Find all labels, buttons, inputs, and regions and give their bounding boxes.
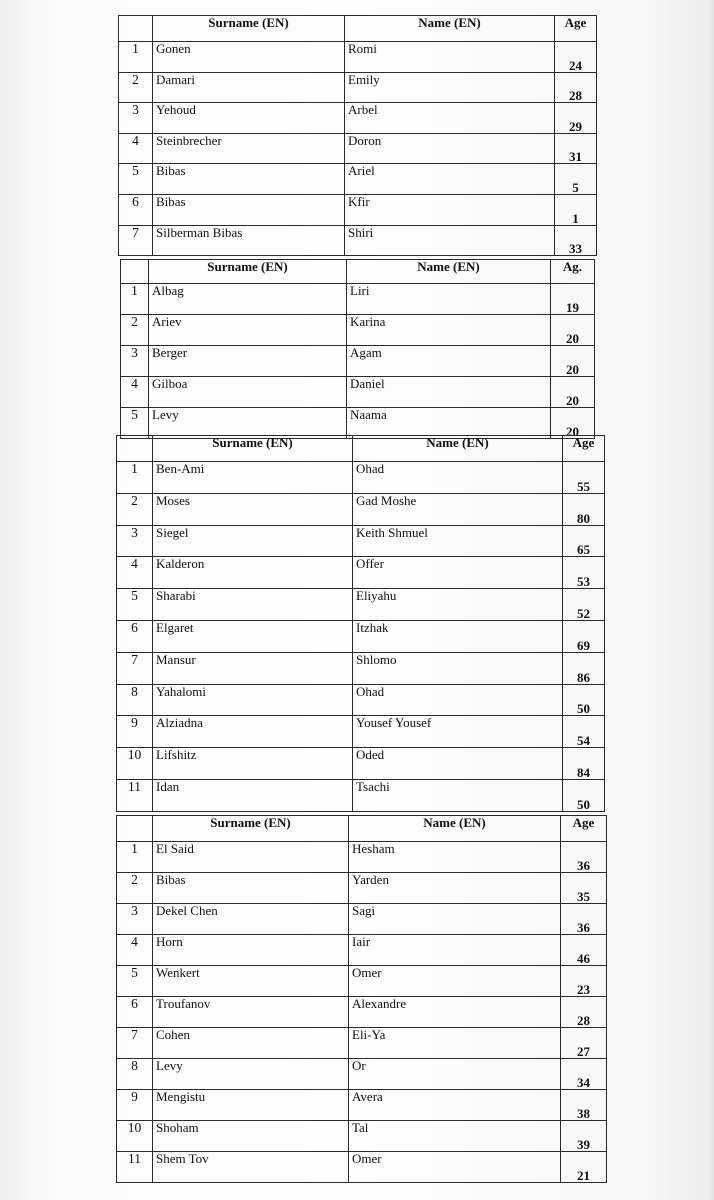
- row-number: 2: [117, 873, 153, 904]
- name-cell: Omer: [349, 1152, 561, 1183]
- table-row: [121, 315, 595, 346]
- name-header: Name (EN): [345, 16, 555, 42]
- surname-cell: Yahalomi: [153, 684, 353, 716]
- table-row: [117, 1090, 607, 1121]
- surname-cell: Horn: [153, 935, 349, 966]
- row-number: 9: [117, 716, 153, 748]
- age-header: Ag.: [551, 260, 595, 284]
- age-cell: 35: [561, 873, 607, 904]
- surname-header: Surname (EN): [153, 16, 345, 42]
- row-number: 3: [119, 103, 153, 134]
- table-row: [119, 72, 597, 103]
- name-cell: Iair: [349, 935, 561, 966]
- row-number: 5: [119, 164, 153, 195]
- surname-cell: El Said: [153, 842, 349, 873]
- row-number: 4: [117, 935, 153, 966]
- age-cell: 19: [551, 284, 595, 315]
- age-cell: 80: [563, 493, 605, 525]
- table-row: [117, 1121, 607, 1152]
- table-row: [121, 377, 595, 408]
- table-header-row: [117, 436, 605, 462]
- name-header: Name (EN): [353, 436, 563, 462]
- row-number: 8: [117, 1059, 153, 1090]
- name-cell: Omer: [349, 966, 561, 997]
- table-row: [117, 462, 605, 494]
- table-row: [117, 620, 605, 652]
- row-number: 2: [119, 72, 153, 103]
- age-cell: 46: [561, 935, 607, 966]
- surname-cell: Steinbrecher: [153, 133, 345, 164]
- surname-cell: Cohen: [153, 1028, 349, 1059]
- surname-cell: Bibas: [153, 164, 345, 195]
- age-cell: 50: [563, 684, 605, 716]
- name-cell: Yarden: [349, 873, 561, 904]
- surname-cell: Mansur: [153, 652, 353, 684]
- name-cell: Ohad: [353, 684, 563, 716]
- index-header: [121, 260, 149, 284]
- table-row: [117, 716, 605, 748]
- table-row: [117, 997, 607, 1028]
- row-number: 4: [121, 377, 149, 408]
- age-cell: 55: [563, 462, 605, 494]
- table-row: [121, 346, 595, 377]
- age-cell: 36: [561, 842, 607, 873]
- row-number: 10: [117, 748, 153, 780]
- row-number: 11: [117, 779, 153, 811]
- name-cell: Itzhak: [353, 620, 563, 652]
- table-row: [117, 589, 605, 621]
- table-row: [117, 1059, 607, 1090]
- table-row: [117, 966, 607, 997]
- name-cell: Oded: [353, 748, 563, 780]
- row-number: 7: [117, 652, 153, 684]
- age-cell: 52: [563, 589, 605, 621]
- table-row: [117, 873, 607, 904]
- hostage-table-3: [116, 435, 605, 812]
- table-row: [117, 493, 605, 525]
- age-cell: 29: [555, 103, 597, 134]
- name-cell: Doron: [345, 133, 555, 164]
- table-row: [117, 557, 605, 589]
- name-cell: Tsachi: [353, 779, 563, 811]
- name-cell: Avera: [349, 1090, 561, 1121]
- age-cell: 38: [561, 1090, 607, 1121]
- index-header: [119, 16, 153, 42]
- surname-cell: Bibas: [153, 873, 349, 904]
- age-cell: 21: [561, 1152, 607, 1183]
- surname-header: Surname (EN): [153, 436, 353, 462]
- name-cell: Gad Moshe: [353, 493, 563, 525]
- surname-cell: Yehoud: [153, 103, 345, 134]
- surname-cell: Troufanov: [153, 997, 349, 1028]
- table-header-row: [121, 260, 595, 284]
- name-cell: Eliyahu: [353, 589, 563, 621]
- surname-cell: Berger: [149, 346, 347, 377]
- name-cell: Sagi: [349, 904, 561, 935]
- surname-header: Surname (EN): [153, 816, 349, 842]
- age-cell: 27: [561, 1028, 607, 1059]
- name-cell: Naama: [347, 408, 551, 439]
- surname-cell: Kalderon: [153, 557, 353, 589]
- table-row: [119, 194, 597, 225]
- row-number: 9: [117, 1090, 153, 1121]
- page-edge-shadow: [706, 0, 714, 1200]
- row-number: 7: [119, 225, 153, 256]
- age-cell: 1: [555, 194, 597, 225]
- name-cell: Arbel: [345, 103, 555, 134]
- age-cell: 53: [563, 557, 605, 589]
- row-number: 4: [117, 557, 153, 589]
- surname-cell: Ariev: [149, 315, 347, 346]
- age-cell: 20: [551, 315, 595, 346]
- surname-cell: Elgaret: [153, 620, 353, 652]
- surname-cell: Damari: [153, 72, 345, 103]
- table-row: [117, 779, 605, 811]
- row-number: 8: [117, 684, 153, 716]
- name-cell: Karina: [347, 315, 551, 346]
- age-cell: 31: [555, 133, 597, 164]
- age-cell: 69: [563, 620, 605, 652]
- surname-cell: Silberman Bibas: [153, 225, 345, 256]
- name-header: Name (EN): [349, 816, 561, 842]
- surname-cell: Gilboa: [149, 377, 347, 408]
- table-row: [121, 284, 595, 315]
- age-header: Age: [561, 816, 607, 842]
- row-number: 2: [121, 315, 149, 346]
- name-cell: Liri: [347, 284, 551, 315]
- table-row: [117, 1152, 607, 1183]
- row-number: 1: [119, 42, 153, 73]
- table-row: [119, 133, 597, 164]
- surname-header: Surname (EN): [149, 260, 347, 284]
- row-number: 5: [121, 408, 149, 439]
- surname-cell: Moses: [153, 493, 353, 525]
- name-cell: Eli-Ya: [349, 1028, 561, 1059]
- row-number: 7: [117, 1028, 153, 1059]
- name-cell: Daniel: [347, 377, 551, 408]
- index-header: [117, 816, 153, 842]
- table-row: [117, 904, 607, 935]
- age-cell: 28: [561, 997, 607, 1028]
- table-row: [121, 408, 595, 439]
- age-cell: 23: [561, 966, 607, 997]
- age-cell: 84: [563, 748, 605, 780]
- age-cell: 54: [563, 716, 605, 748]
- row-number: 1: [117, 842, 153, 873]
- table-row: [119, 42, 597, 73]
- table-row: [119, 103, 597, 134]
- surname-cell: Albag: [149, 284, 347, 315]
- table-row: [117, 1028, 607, 1059]
- table-header-row: [119, 16, 597, 42]
- age-header: Age: [563, 436, 605, 462]
- surname-cell: Bibas: [153, 194, 345, 225]
- age-cell: 36: [561, 904, 607, 935]
- surname-cell: Mengistu: [153, 1090, 349, 1121]
- row-number: 6: [117, 997, 153, 1028]
- name-cell: Alexandre: [349, 997, 561, 1028]
- hostage-table-4: [116, 815, 607, 1183]
- row-number: 3: [121, 346, 149, 377]
- row-number: 5: [117, 589, 153, 621]
- row-number: 6: [119, 194, 153, 225]
- name-cell: Shiri: [345, 225, 555, 256]
- name-cell: Emily: [345, 72, 555, 103]
- row-number: 10: [117, 1121, 153, 1152]
- row-number: 5: [117, 966, 153, 997]
- table-row: [117, 935, 607, 966]
- age-cell: 20: [551, 408, 595, 439]
- name-cell: Tal: [349, 1121, 561, 1152]
- table-row: [117, 842, 607, 873]
- table-row: [117, 652, 605, 684]
- age-cell: 33: [555, 225, 597, 256]
- hostage-table-2: [120, 259, 595, 439]
- age-cell: 86: [563, 652, 605, 684]
- age-cell: 65: [563, 525, 605, 557]
- name-cell: Kfir: [345, 194, 555, 225]
- row-number: 11: [117, 1152, 153, 1183]
- surname-cell: Wenkert: [153, 966, 349, 997]
- name-cell: Shlomo: [353, 652, 563, 684]
- row-number: 2: [117, 493, 153, 525]
- name-cell: Or: [349, 1059, 561, 1090]
- age-cell: 20: [551, 346, 595, 377]
- surname-cell: Ben-Ami: [153, 462, 353, 494]
- row-number: 1: [121, 284, 149, 315]
- age-cell: 39: [561, 1121, 607, 1152]
- surname-cell: Shem Tov: [153, 1152, 349, 1183]
- row-number: 6: [117, 620, 153, 652]
- table-row: [119, 164, 597, 195]
- surname-cell: Sharabi: [153, 589, 353, 621]
- table-row: [117, 525, 605, 557]
- row-number: 1: [117, 462, 153, 494]
- table-row: [119, 225, 597, 256]
- name-header: Name (EN): [347, 260, 551, 284]
- name-cell: Yousef Yousef: [353, 716, 563, 748]
- surname-cell: Levy: [153, 1059, 349, 1090]
- row-number: 4: [119, 133, 153, 164]
- surname-cell: Gonen: [153, 42, 345, 73]
- hostage-table-1: [118, 15, 597, 256]
- index-header: [117, 436, 153, 462]
- surname-cell: Siegel: [153, 525, 353, 557]
- age-cell: 24: [555, 42, 597, 73]
- age-cell: 34: [561, 1059, 607, 1090]
- row-number: 3: [117, 904, 153, 935]
- age-cell: 20: [551, 377, 595, 408]
- table-row: [117, 748, 605, 780]
- name-cell: Hesham: [349, 842, 561, 873]
- age-header: Age: [555, 16, 597, 42]
- row-number: 3: [117, 525, 153, 557]
- table-header-row: [117, 816, 607, 842]
- age-cell: 28: [555, 72, 597, 103]
- surname-cell: Lifshitz: [153, 748, 353, 780]
- surname-cell: Alziadna: [153, 716, 353, 748]
- name-cell: Ohad: [353, 462, 563, 494]
- name-cell: Ariel: [345, 164, 555, 195]
- name-cell: Keith Shmuel: [353, 525, 563, 557]
- name-cell: Offer: [353, 557, 563, 589]
- surname-cell: Dekel Chen: [153, 904, 349, 935]
- table-row: [117, 684, 605, 716]
- surname-cell: Levy: [149, 408, 347, 439]
- age-cell: 5: [555, 164, 597, 195]
- age-cell: 50: [563, 779, 605, 811]
- name-cell: Agam: [347, 346, 551, 377]
- surname-cell: Shoham: [153, 1121, 349, 1152]
- surname-cell: Idan: [153, 779, 353, 811]
- name-cell: Romi: [345, 42, 555, 73]
